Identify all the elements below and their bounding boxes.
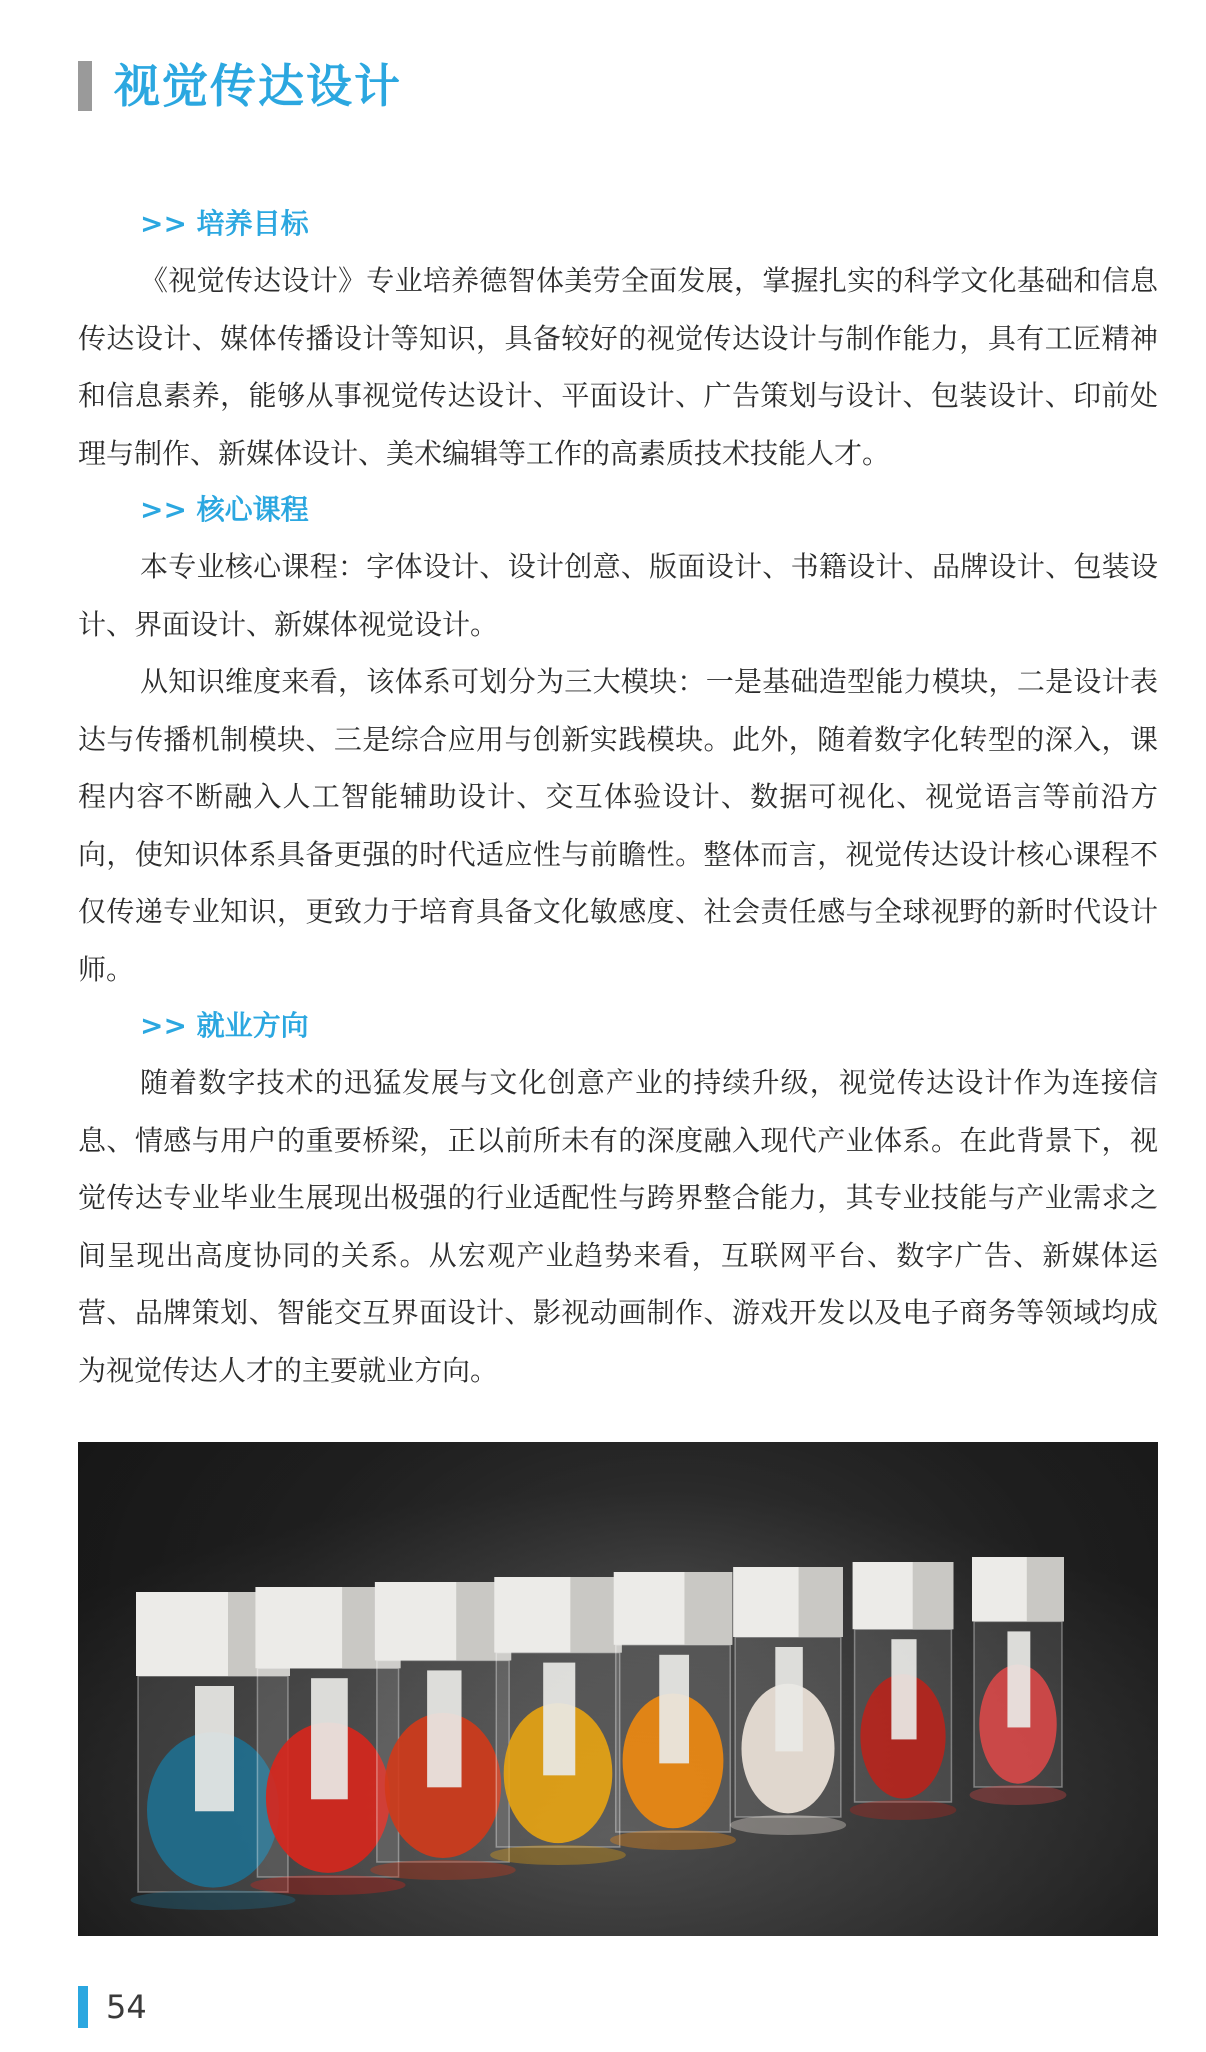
page-number: 54 (106, 1988, 147, 2026)
bottle-package (610, 1572, 736, 1850)
section-heading: >> 就业方向 (140, 1009, 309, 1042)
page-header (78, 56, 402, 116)
bottle-package (850, 1562, 957, 1820)
paragraph: 从知识维度来看，该体系可划分为三大模块：一是基础造型能力模块，二是设计表达与传播机制模块、三是综合应用与创新实践模块。此外，随着数字化转型的深入，课程内容不断融入人工智能辅助设计、交互体验设计、数据可视化、视觉语言等前沿方向，使知识体系具备更强的时代适应性与前瞻性。整体而言，视觉传达设计核心课程不仅传递专业知识，更致力于培育具备文化敏感度、社会责任感与全球视野的新时代设计师。 (78, 665, 1158, 986)
bottle-package (370, 1582, 516, 1880)
packaging-photo (78, 1442, 1158, 1936)
bottle-package (730, 1567, 846, 1835)
section-heading: >> 培养目标 (140, 207, 309, 240)
section-core-courses (78, 482, 1158, 998)
section-heading: >> 核心课程 (140, 493, 309, 526)
footer-accent-bar (78, 1986, 88, 2028)
bottle-package (970, 1557, 1067, 1805)
main-content (78, 196, 1158, 1399)
title-accent-bar (78, 61, 92, 111)
section-training-goal (78, 196, 1158, 482)
paragraph: 随着数字技术的迅猛发展与文化创意产业的持续升级，视觉传达设计作为连接信息、情感与用户的重要桥梁，正以前所未有的深度融入现代产业体系。在此背景下，视觉传达专业毕业生展现出极强的行业适配性与跨界整合能力，其专业技能与产业需求之间呈现出高度协同的关系。从宏观产业趋势来看，互联网平台、数字广告、新媒体运营、品牌策划、智能交互界面设计、影视动画制作、游戏开发以及电子商务等领域均成为视觉传达人才的主要就业方向。 (78, 1066, 1158, 1387)
packaging-bottles-illustration (78, 1442, 1158, 1936)
page-footer (78, 1986, 147, 2028)
bottle-package (490, 1577, 626, 1865)
section-career-direction (78, 998, 1158, 1399)
paragraph: 本专业核心课程：字体设计、设计创意、版面设计、书籍设计、品牌设计、包装设计、界面设计、新媒体视觉设计。 (78, 550, 1158, 641)
paragraph: 《视觉传达设计》专业培养德智体美劳全面发展，掌握扎实的科学文化基础和信息传达设计、媒体传播设计等知识，具备较好的视觉传达设计与制作能力，具有工匠精神和信息素养，能够从事视觉传达设计、平面设计、广告策划与设计、包装设计、印前处理与制作、新媒体设计、美术编辑等工作的高素质技术技能人才。 (78, 264, 1158, 470)
page-title: 视觉传达设计 (114, 59, 402, 113)
